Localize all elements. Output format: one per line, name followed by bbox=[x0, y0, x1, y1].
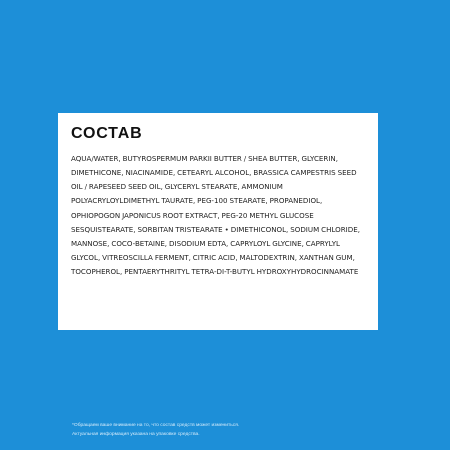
footnote-line-1: *Обращаем ваше внимание на то, что состав средств может измениться. bbox=[72, 423, 240, 428]
footnote bbox=[72, 421, 402, 439]
ingredients-list: AQUA/WATER, BUTYROSPERMUM PARKII BUTTER / SHEA BUTTER, GLYCERIN, DIMETHICONE, NIACINAMIDE, CETEARYL ALCOHOL, BRASSICA CAMPESTRIS SEED OIL / RAPESEED SEED OIL, GLYCERYL STEARATE, AMMONIUM POLYACRYLOYLDIMETHYL TAURATE, PEG-100 STEARATE, PROPANEDIOL, OPHIOPOGON JAPONICUS ROOT EXTRACT, PEG-20 METHYL GLUCOSE SESQUISTEARATE, SORBITAN TRISTEARATE • DIMETHICONOL, SODIUM CHLORIDE, MANNOSE, COCO-BETAINE, DISODIUM EDTA, CAPRYLOYL GLYCINE, CAPRYLYL GLYCOL, VITREOSCILLA FERMENT, CITRIC ACID, MALTODEXTRIN, XANTHAN GUM, TOCOPHEROL, PENTAERYTHRITYL TETRA-DI-T-BUTYL HYDROXYHYDROCINNAMATE bbox=[71, 154, 360, 277]
composition-card bbox=[58, 113, 378, 330]
footnote-line-2: Актуальная информация указана на упаковке средства. bbox=[72, 432, 200, 437]
composition-title: СОСТАВ bbox=[71, 125, 143, 142]
